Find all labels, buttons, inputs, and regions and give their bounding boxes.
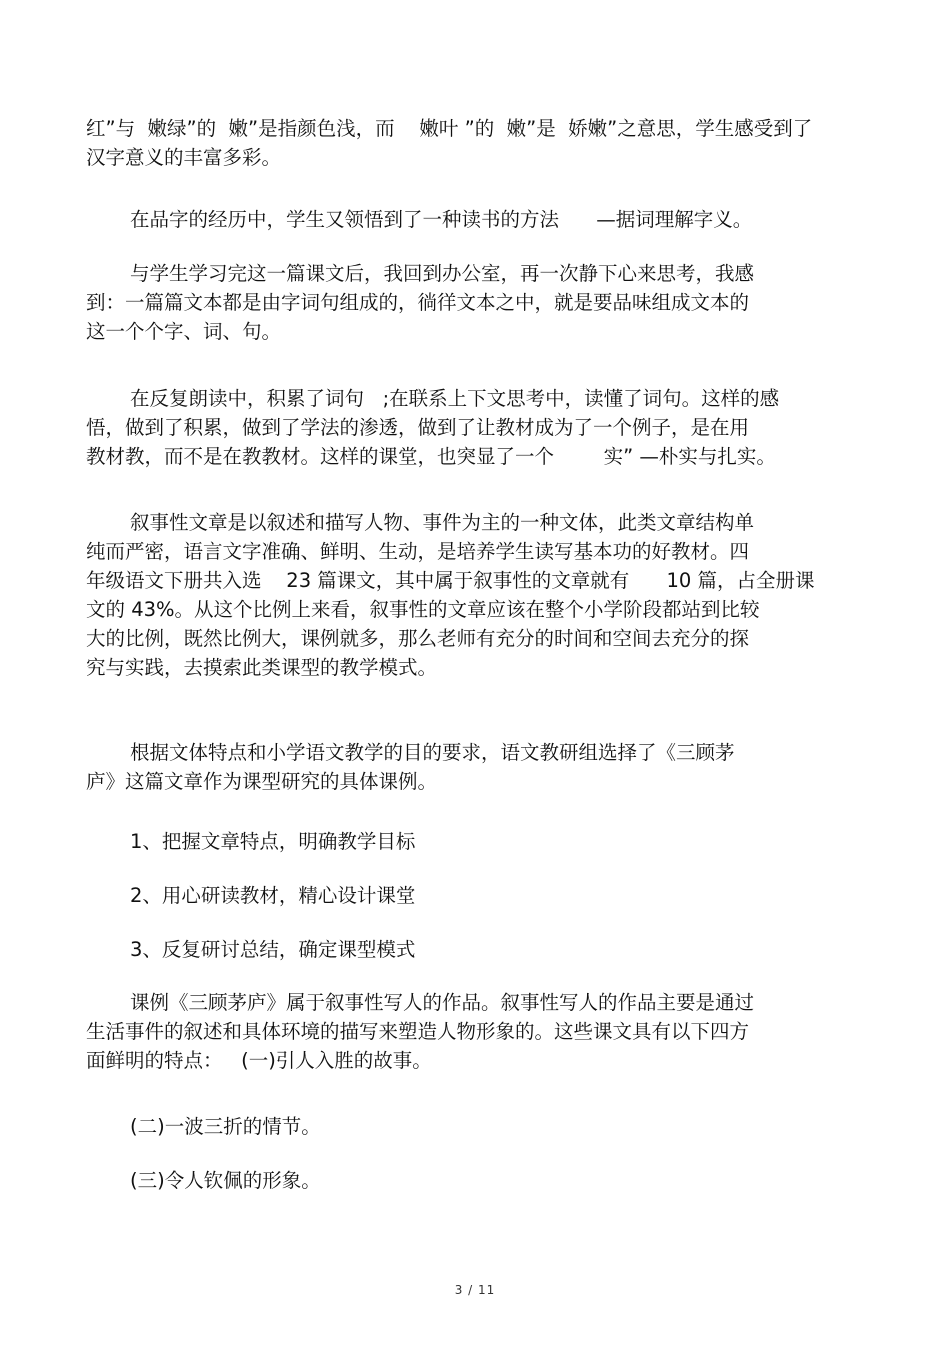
paragraph-1 (86, 114, 856, 172)
text-line: 在品字的经历中，学生又领悟到了一种读书的方法 —据词理解字义。 (130, 208, 753, 231)
text-line: 1、把握文章特点，明确教学目标 (130, 830, 416, 853)
text-line: 悟，做到了积累，做到了学法的渗透，做到了让教材成为了一个例子，是在用 (86, 416, 750, 439)
text-line: 红”与 嫩绿”的 嫩”是指颜色浅，而 嫩叶 ”的 嫩”是 娇嫩”之意思，学生感受到了 (86, 117, 813, 140)
paragraph-7 (86, 988, 856, 1075)
text-line: 文的 43%。从这个比例上来看，叙事性的文章应该在整个小学阶段都站到比较 (86, 598, 760, 621)
text-line: 教材教，而不是在教教材。这样的课堂，也突显了一个 实” —朴实与扎实。 (86, 445, 776, 468)
text-line: 3、反复研讨总结，确定课型模式 (130, 938, 416, 961)
text-line: 与学生学习完这一篇课文后，我回到办公室，再一次静下心来思考，我感 (130, 262, 755, 285)
text-line: 生活事件的叙述和具体环境的描写来塑造人物形象的。这些课文具有以下四方 (86, 1020, 750, 1043)
text-line: 纯而严密，语言文字准确、鲜明、生动，是培养学生读写基本功的好教材。四 (86, 540, 750, 563)
list-item-2 (86, 881, 856, 910)
paragraph-5 (86, 508, 856, 682)
text-line: 面鲜明的特点： (一)引人入胜的故事。 (86, 1049, 432, 1072)
text-line: 2、用心研读教材，精心设计课堂 (130, 884, 416, 907)
paragraph-6 (86, 738, 856, 796)
text-line: 到：一篇篇文本都是由字词句组成的，徜徉文本之中，就是要品味组成文本的 (86, 291, 750, 314)
text-line: 究与实践，去摸索此类课型的教学模式。 (86, 656, 438, 679)
text-line: 在反复朗读中，积累了词句 ;在联系上下文思考中，读懂了词句。这样的感 (130, 387, 780, 410)
page-number: 3 / 11 (454, 1283, 496, 1297)
paragraph-9 (86, 1166, 856, 1195)
paragraph-2 (86, 205, 856, 234)
text-line: 课例《三顾茅庐》属于叙事性写人的作品。叙事性写人的作品主要是通过 (130, 991, 755, 1014)
text-line: 汉字意义的丰富多彩。 (86, 146, 282, 169)
text-line: 根据文体特点和小学语文教学的目的要求，语文教研组选择了《三顾茅 (130, 741, 735, 764)
text-line: (二)一波三折的情节。 (130, 1115, 321, 1138)
text-line: 大的比例，既然比例大，课例就多，那么老师有充分的时间和空间去充分的探 (86, 627, 750, 650)
text-line: (三)令人钦佩的形象。 (130, 1169, 321, 1192)
paragraph-3 (86, 259, 856, 346)
paragraph-4 (86, 384, 856, 471)
paragraph-8 (86, 1112, 856, 1141)
list-item-3 (86, 935, 856, 964)
text-line: 叙事性文章是以叙述和描写人物、事件为主的一种文体，此类文章结构单 (130, 511, 755, 534)
text-line: 年级语文下册共入选 23 篇课文，其中属于叙事性的文章就有 10 篇，占全册课 (86, 569, 815, 592)
text-line: 庐》这篇文章作为课型研究的具体课例。 (86, 770, 438, 793)
list-item-1 (86, 827, 856, 856)
text-line: 这一个个字、词、句。 (86, 320, 282, 343)
